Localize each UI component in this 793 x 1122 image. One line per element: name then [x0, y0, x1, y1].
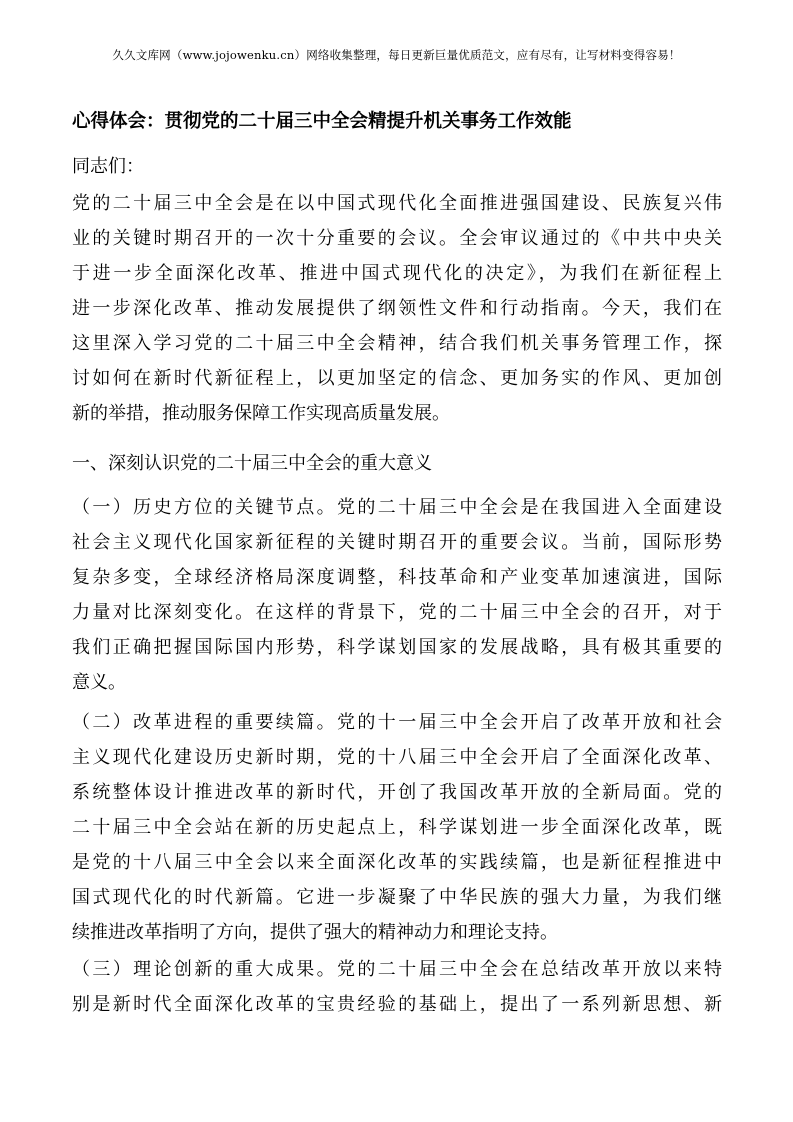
- paragraph-line: 是党的十八届三中全会以来全面深化改革的实践续篇，也是新征程推进中: [72, 852, 722, 873]
- paragraph-line: （一）历史方位的关键节点。党的二十届三中全会是在我国进入全面建设: [72, 497, 722, 518]
- paragraph-line: 这里深入学习党的二十届三中全会精神，结合我们机关事务管理工作，探: [72, 333, 722, 354]
- paragraph-line: 系统整体设计推进改革的新时代，开创了我国改革开放的全新局面。党的: [72, 782, 722, 803]
- paragraph-line: 力量对比深刻变化。在这样的背景下，党的二十届三中全会的召开，对于: [72, 602, 722, 623]
- paragraph-line: 进一步深化改革、推动发展提供了纲领性文件和行动指南。今天，我们在: [72, 298, 722, 319]
- paragraph-intro: [72, 186, 722, 431]
- paragraph-1-3: [72, 952, 722, 1022]
- section-heading-line: 一、深刻认识党的二十届三中全会的重大意义: [72, 453, 432, 474]
- header-note: 久久文库网（www.jojowenku.cn）网络收集整理，每日更新巨量优质范文，应有尽有，让写材料变得容易！: [112, 48, 681, 62]
- paragraph-line: 主义现代化建设历史新时期，党的十八届三中全会开启了全面深化改革、: [72, 747, 722, 768]
- paragraph-line: 意义。: [72, 672, 126, 693]
- paragraph-line: （三）理论创新的重大成果。党的二十届三中全会在总结改革开放以来特: [72, 959, 722, 980]
- paragraph-line: （二）改革进程的重要续篇。党的十一届三中全会开启了改革开放和社会: [72, 712, 722, 733]
- paragraph-line: 复杂多变，全球经济格局深度调整，科技革命和产业变革加速演进，国际: [72, 567, 722, 588]
- salutation: [72, 149, 722, 184]
- paragraph-line: 社会主义现代化国家新征程的关键时期召开的重要会议。当前，国际形势: [72, 532, 722, 553]
- paragraph-line: 续推进改革指明了方向，提供了强大的精神动力和理论支持。: [72, 922, 558, 943]
- salutation-line: 同志们：: [72, 156, 144, 177]
- paragraph-line: 业的关键时期召开的一次十分重要的会议。全会审议通过的《中共中央关: [72, 228, 722, 249]
- paragraph-line: 新的举措，推动服务保障工作实现高质量发展。: [72, 403, 450, 424]
- paragraph-line: 党的二十届三中全会是在以中国式现代化全面推进强国建设、民族复兴伟: [72, 193, 722, 214]
- paragraph-line: 讨如何在新时代新征程上，以更加坚定的信念、更加务实的作风、更加创: [72, 368, 722, 389]
- paragraph-line: 国式现代化的时代新篇。它进一步凝聚了中华民族的强大力量，为我们继: [72, 887, 722, 908]
- paragraph-line: 别是新时代全面深化改革的宝贵经验的基础上，提出了一系列新思想、新: [72, 994, 722, 1015]
- paragraph-line: 二十届三中全会站在新的历史起点上，科学谋划进一步全面深化改革，既: [72, 817, 722, 838]
- section-heading-1: [72, 446, 722, 481]
- paragraph-1-2: [72, 705, 722, 950]
- paragraph-line: 我们正确把握国际国内形势，科学谋划国家的发展战略，具有极其重要的: [72, 637, 722, 658]
- document-title: 心得体会：贯彻党的二十届三中全会精提升机关事务工作效能: [72, 111, 572, 132]
- paragraph-1-1: [72, 490, 722, 700]
- paragraph-line: 于进一步全面深化改革、推进中国式现代化的决定》，为我们在新征程上: [72, 263, 722, 284]
